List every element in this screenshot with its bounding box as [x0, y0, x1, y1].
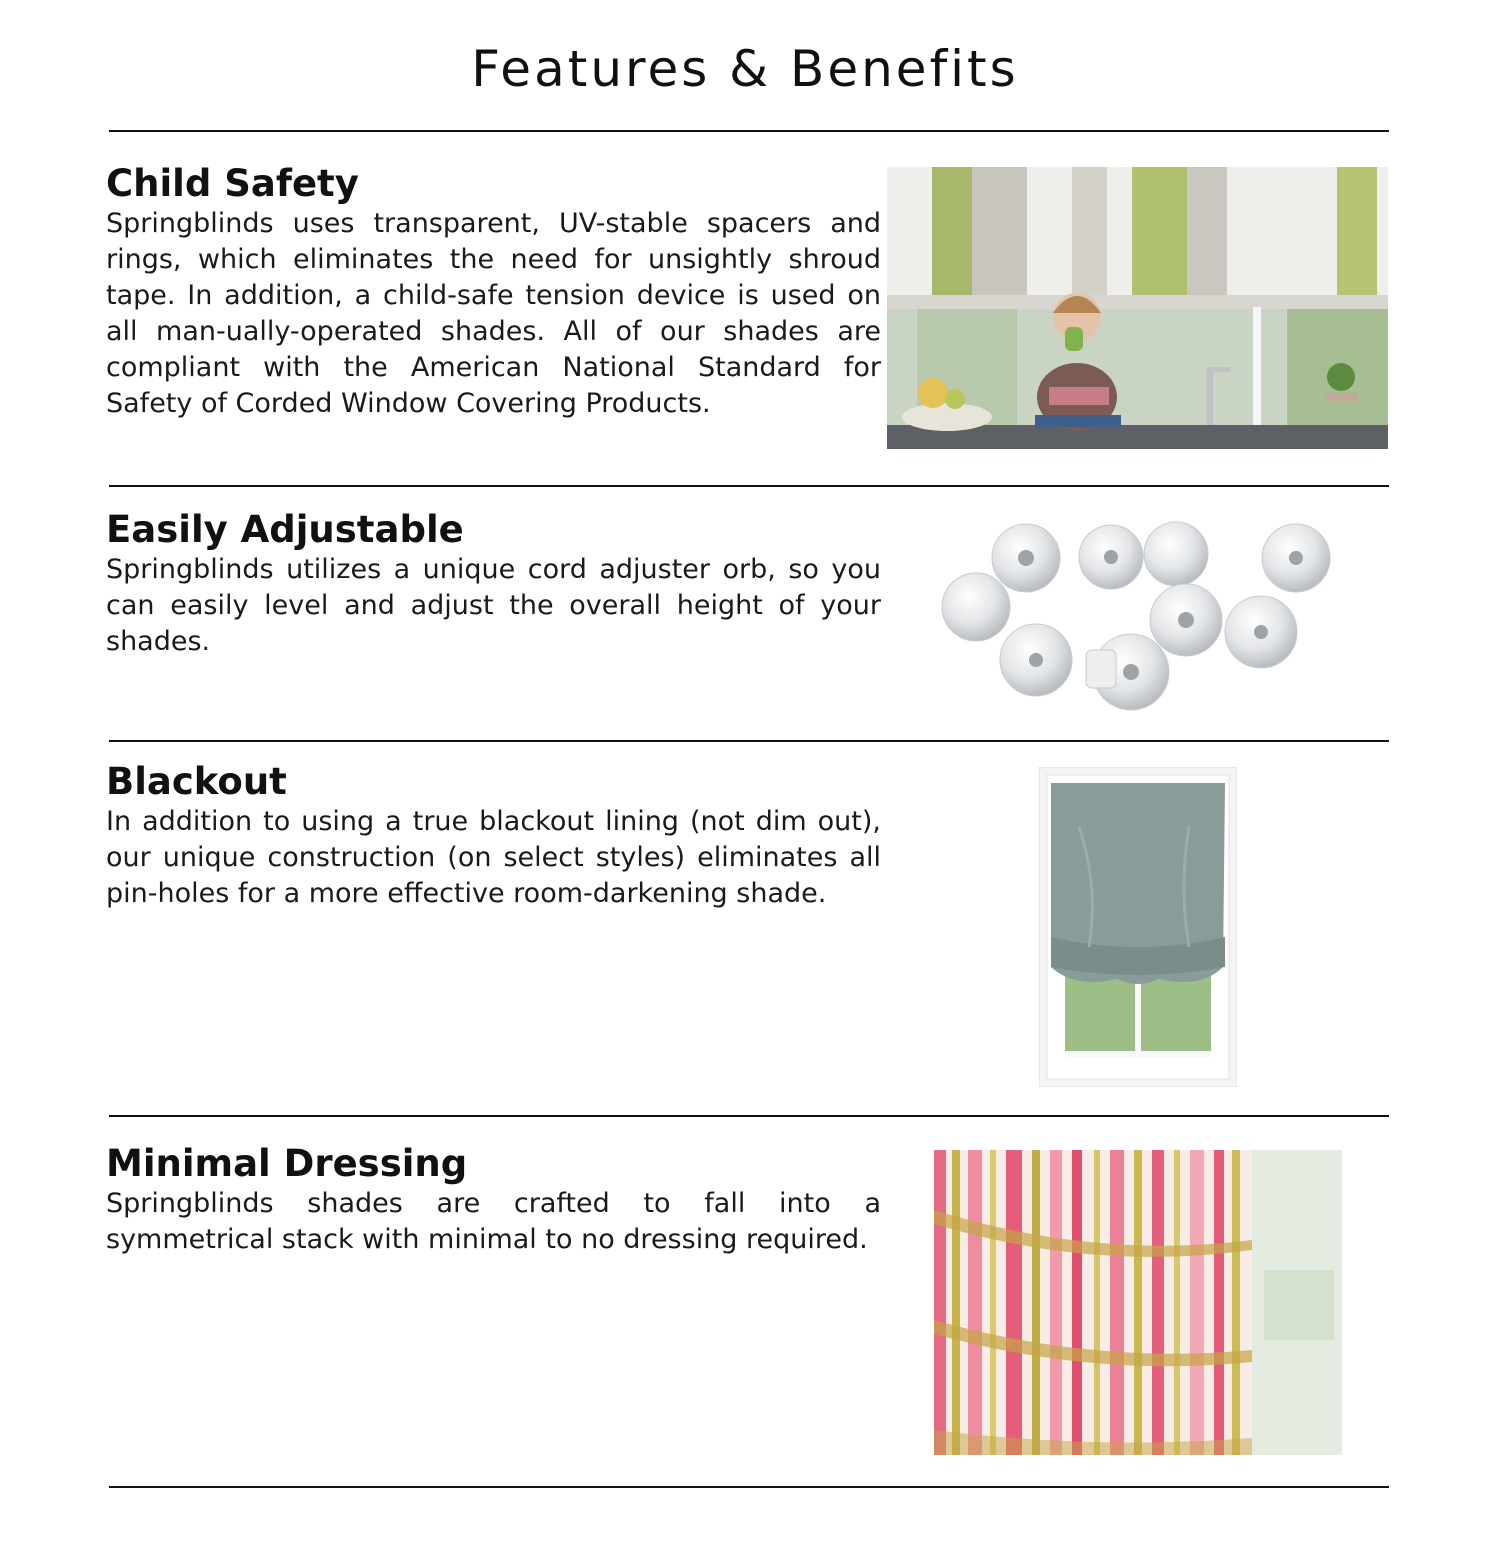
page-title: Features & Benefits	[471, 40, 1019, 98]
feature-heading: Easily Adjustable	[106, 508, 464, 551]
feature-heading: Minimal Dressing	[106, 1142, 468, 1185]
cord-adjuster-image	[936, 512, 1340, 714]
feature-heading: Blackout	[106, 760, 287, 803]
feature-minimal-dressing	[106, 1142, 881, 1258]
child-safety-image	[887, 167, 1388, 449]
feature-description: Springblinds utilizes a unique cord adjuster orb, so you can easily level and adjust the overall height of your shades.	[106, 554, 881, 657]
feature-blackout	[106, 760, 881, 912]
feature-description: Springblinds shades are crafted to fall into a symmetrical stack with minimal to no dressing required.	[106, 1188, 881, 1255]
divider	[109, 130, 1389, 132]
divider	[109, 1486, 1389, 1488]
feature-easily-adjustable	[106, 508, 881, 660]
feature-description: Springblinds uses transparent, UV-stable spacers and rings, which eliminates the need for unsightly shroud tape. In addition, a child-safe tension device is used on all man-ually-operated shades. All of our shades are compliant with the American National Standard for Safety of Corded Window Covering Products.	[106, 208, 881, 419]
minimal-dressing-image	[934, 1150, 1342, 1455]
blackout-image	[1039, 767, 1237, 1087]
feature-heading: Child Safety	[106, 162, 359, 205]
divider	[109, 1115, 1389, 1117]
divider	[109, 740, 1389, 742]
divider	[109, 485, 1389, 487]
feature-child-safety	[106, 162, 881, 422]
feature-description: In addition to using a true blackout lining (not dim out), our unique construction (on select styles) eliminates all pin-holes for a more effective room-darkening shade.	[106, 806, 881, 909]
